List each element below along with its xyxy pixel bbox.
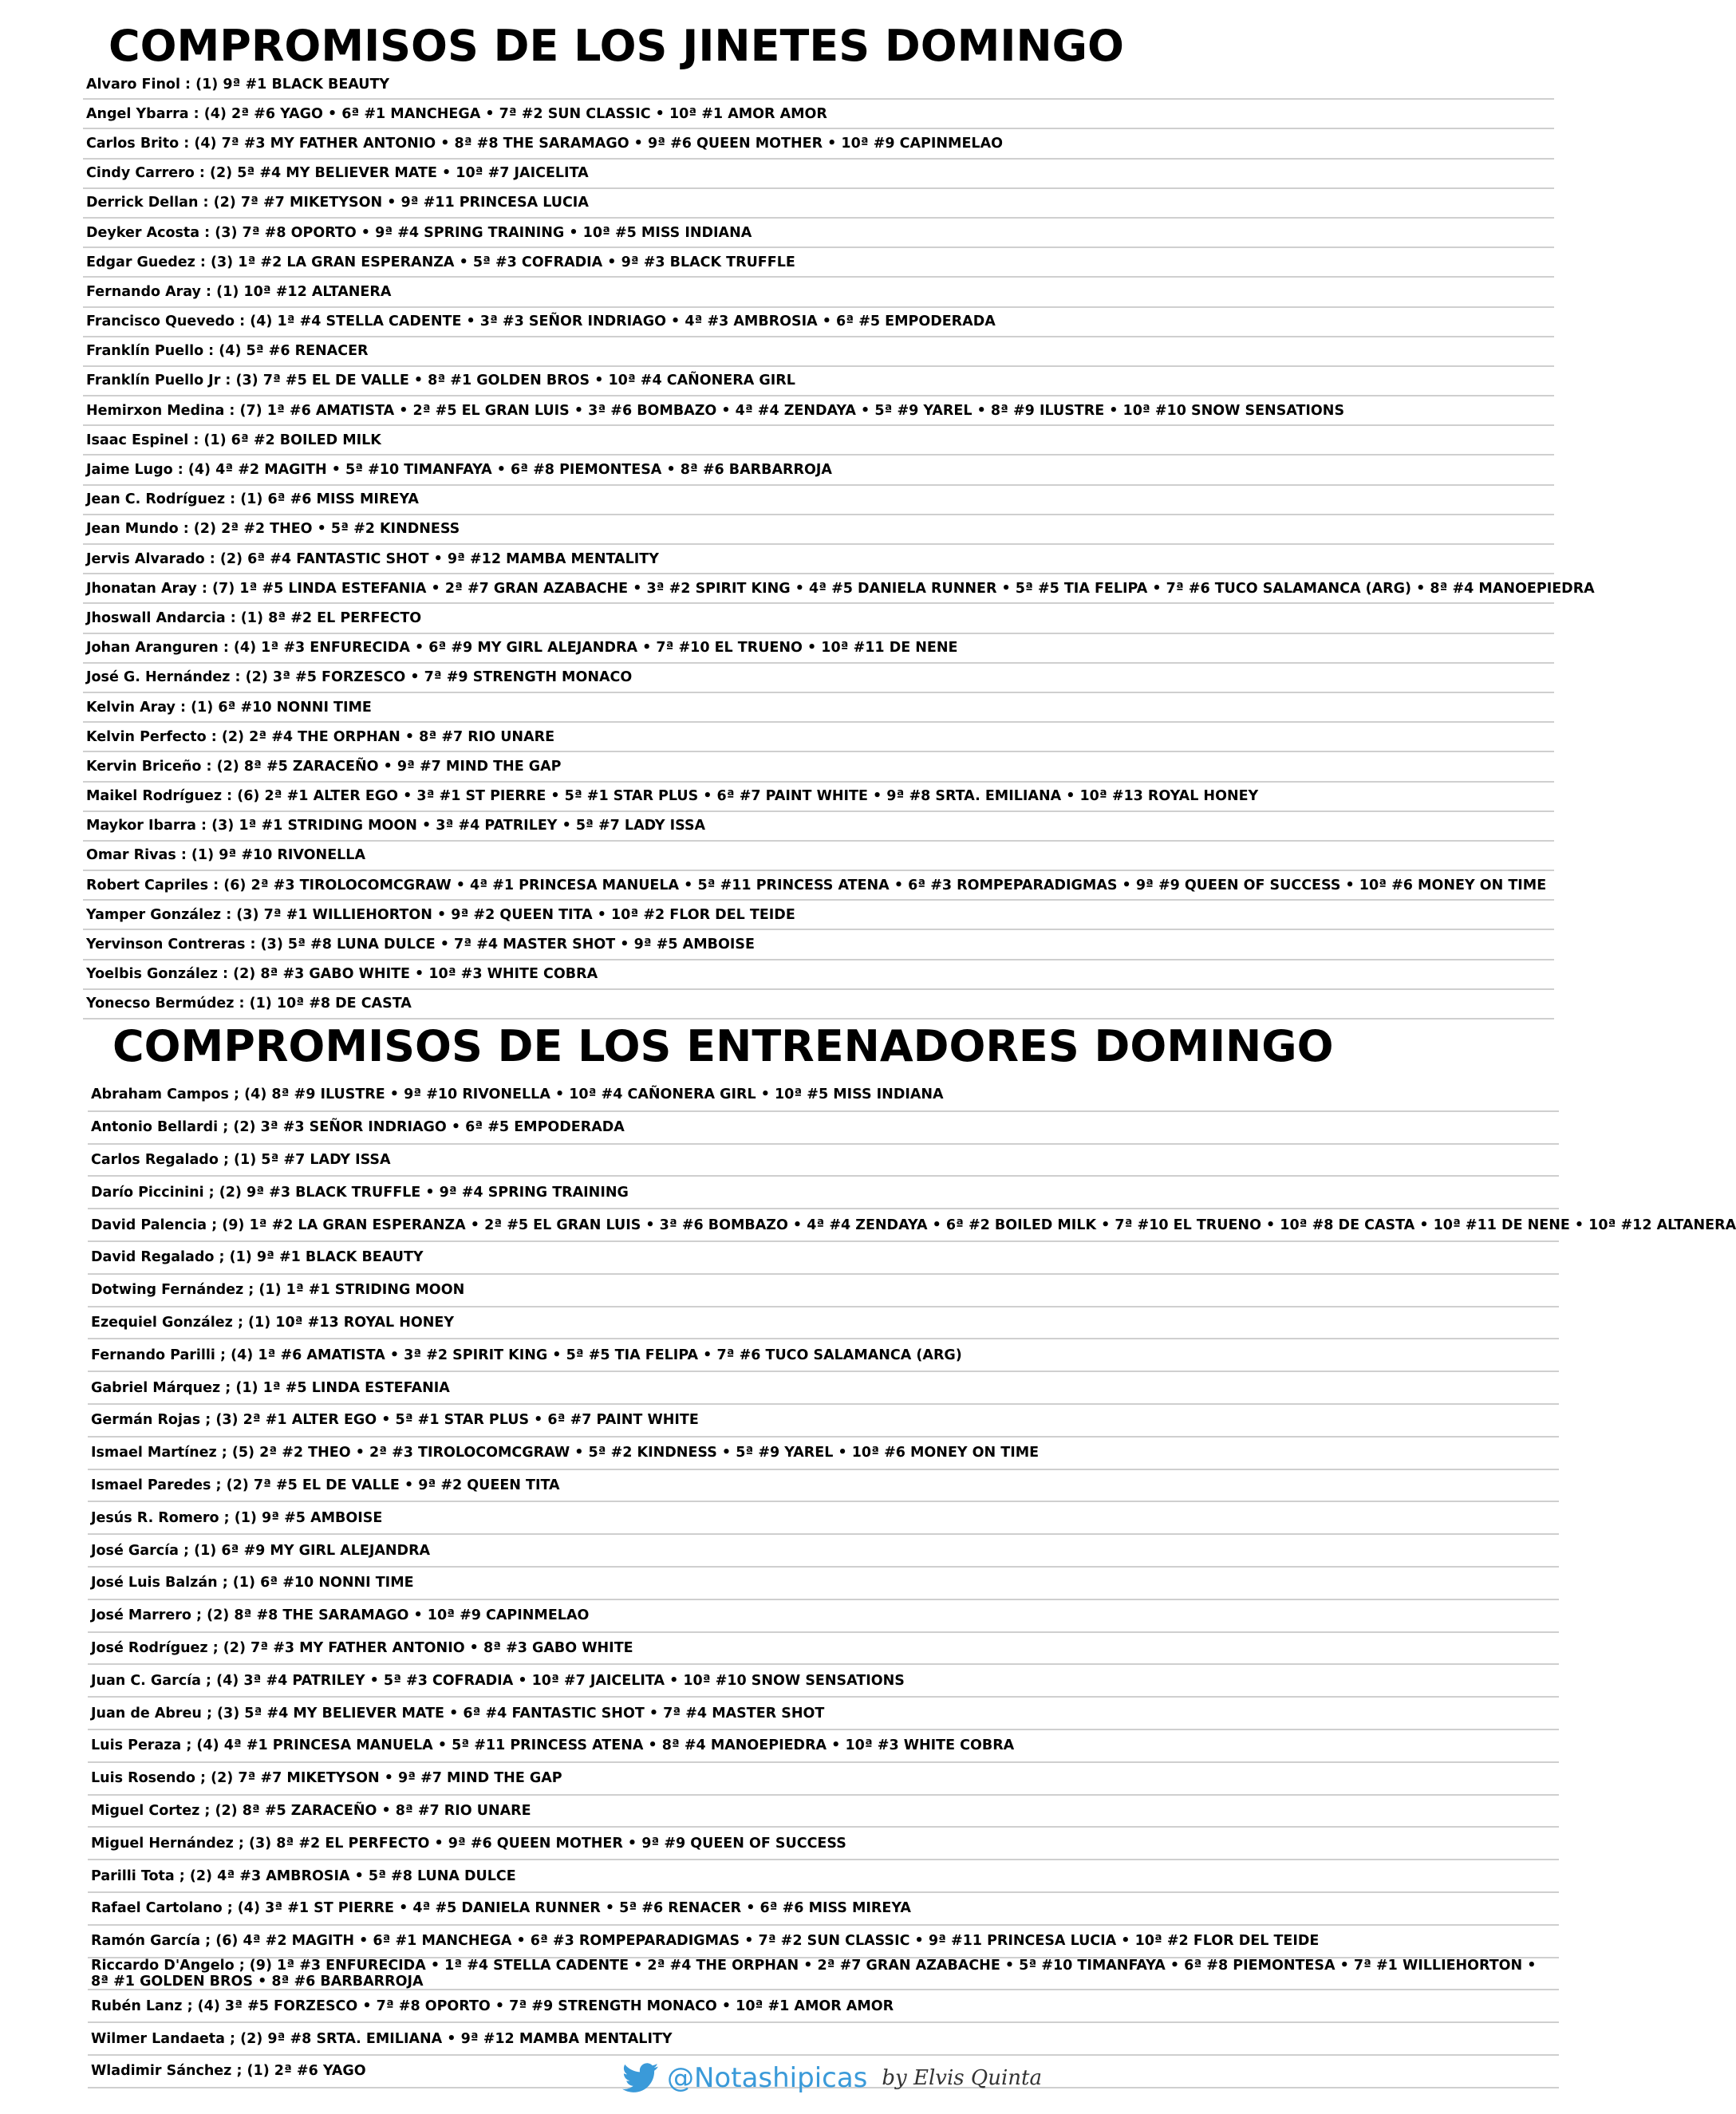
entrenadores-row: David Regalado ; (1) 9ª #1 BLACK BEAUTY bbox=[88, 1242, 1559, 1275]
entrenadores-row: Wilmer Landaeta ; (2) 9ª #8 SRTA. EMILIANA • 9ª #12 MAMBA MENTALITY bbox=[88, 2023, 1559, 2056]
entrenadores-row: Luis Peraza ; (4) 4ª #1 PRINCESA MANUELA • 5ª #11 PRINCESS ATENA • 8ª #4 MANOEPIEDRA • 10ª #3 WHITE COBRA bbox=[88, 1730, 1559, 1763]
entrenadores-row: Rubén Lanz ; (4) 3ª #5 FORZESCO • 7ª #8 OPORTO • 7ª #9 STRENGTH MONACO • 10ª #1 AMOR AMOR bbox=[88, 1990, 1559, 2023]
jinetes-row: Kelvin Aray : (1) 6ª #10 NONNI TIME bbox=[83, 693, 1554, 723]
jinetes-row: Kervin Briceño : (2) 8ª #5 ZARACEÑO • 9ª #7 MIND THE GAP bbox=[83, 752, 1554, 782]
jinetes-row: Jean Mundo : (2) 2ª #2 THEO • 5ª #2 KINDNESS bbox=[83, 515, 1554, 545]
entrenadores-row: Abraham Campos ; (4) 8ª #9 ILUSTRE • 9ª #10 RIVONELLA • 10ª #4 CAÑONERA GIRL • 10ª #5 MISS INDIANA bbox=[88, 1079, 1559, 1112]
entrenadores-row: Germán Rojas ; (3) 2ª #1 ALTER EGO • 5ª #1 STAR PLUS • 6ª #7 PAINT WHITE bbox=[88, 1405, 1559, 1438]
section-title-jinetes: COMPROMISOS DE LOS JINETES DOMINGO bbox=[108, 21, 1124, 71]
jinetes-row: Francisco Quevedo : (4) 1ª #4 STELLA CADENTE • 3ª #3 SEÑOR INDRIAGO • 4ª #3 AMBROSIA • 6ª #5 EMPODERADA bbox=[83, 308, 1554, 337]
footer-credit bbox=[622, 2062, 1042, 2094]
jinetes-row: Johan Aranguren : (4) 1ª #3 ENFURECIDA • 6ª #9 MY GIRL ALEJANDRA • 7ª #10 EL TRUENO • 10ª #11 DE NENE bbox=[83, 634, 1554, 664]
entrenadores-row: Darío Piccinini ; (2) 9ª #3 BLACK TRUFFLE • 9ª #4 SPRING TRAINING bbox=[88, 1177, 1559, 1209]
jinetes-row: Carlos Brito : (4) 7ª #3 MY FATHER ANTONIO • 8ª #8 THE SARAMAGO • 9ª #6 QUEEN MOTHER • 10ª #9 CAPINMELAO bbox=[83, 129, 1554, 159]
jinetes-list bbox=[83, 70, 1595, 1020]
entrenadores-row: Antonio Bellardi ; (2) 3ª #3 SEÑOR INDRIAGO • 6ª #5 EMPODERADA bbox=[88, 1112, 1559, 1145]
entrenadores-row: Miguel Hernández ; (3) 8ª #2 EL PERFECTO • 9ª #6 QUEEN MOTHER • 9ª #9 QUEEN OF SUCCESS bbox=[88, 1828, 1559, 1860]
section-title-entrenadores: COMPROMISOS DE LOS ENTRENADORES DOMINGO bbox=[112, 1021, 1334, 1071]
entrenadores-row: Wladimir Sánchez ; (1) 2ª #6 YAGO bbox=[88, 2056, 1559, 2088]
entrenadores-row: José Marrero ; (2) 8ª #8 THE SARAMAGO • 10ª #9 CAPINMELAO bbox=[88, 1600, 1559, 1633]
entrenadores-row: Rafael Cartolano ; (4) 3ª #1 ST PIERRE • 4ª #5 DANIELA RUNNER • 5ª #6 RENACER • 6ª #6 MISS MIREYA bbox=[88, 1893, 1559, 1926]
jinetes-row: Alvaro Finol : (1) 9ª #1 BLACK BEAUTY bbox=[83, 70, 1554, 100]
entrenadores-row: José Luis Balzán ; (1) 6ª #10 NONNI TIME bbox=[88, 1568, 1559, 1600]
twitter-handle[interactable]: @Notashipicas bbox=[667, 2062, 868, 2094]
jinetes-row: Kelvin Perfecto : (2) 2ª #4 THE ORPHAN • 8ª #7 RIO UNARE bbox=[83, 723, 1554, 752]
entrenadores-row: Ismael Martínez ; (5) 2ª #2 THEO • 2ª #3 TIROLOCOMCGRAW • 5ª #2 KINDNESS • 5ª #9 YAREL • 10ª #6 MONEY ON TIME bbox=[88, 1438, 1559, 1470]
jinetes-row: Yervinson Contreras : (3) 5ª #8 LUNA DULCE • 7ª #4 MASTER SHOT • 9ª #5 AMBOISE bbox=[83, 930, 1554, 960]
entrenadores-row: Ismael Paredes ; (2) 7ª #5 EL DE VALLE • 9ª #2 QUEEN TITA bbox=[88, 1470, 1559, 1503]
entrenadores-row: Jesús R. Romero ; (1) 9ª #5 AMBOISE bbox=[88, 1502, 1559, 1535]
entrenadores-row: Juan de Abreu ; (3) 5ª #4 MY BELIEVER MATE • 6ª #4 FANTASTIC SHOT • 7ª #4 MASTER SHOT bbox=[88, 1698, 1559, 1730]
jinetes-row: Jean C. Rodríguez : (1) 6ª #6 MISS MIREYA bbox=[83, 486, 1554, 515]
jinetes-row: Fernando Aray : (1) 10ª #12 ALTANERA bbox=[83, 278, 1554, 307]
jinetes-row: José G. Hernández : (2) 3ª #5 FORZESCO • 7ª #9 STRENGTH MONACO bbox=[83, 664, 1554, 693]
entrenadores-row: Ezequiel González ; (1) 10ª #13 ROYAL HONEY bbox=[88, 1307, 1559, 1340]
jinetes-row: Hemirxon Medina : (7) 1ª #6 AMATISTA • 2ª #5 EL GRAN LUIS • 3ª #6 BOMBAZO • 4ª #4 ZENDAYA • 5ª #9 YAREL • 8ª #9 ILUSTRE • 10ª #10 SNOW SENSATIONS bbox=[83, 396, 1554, 426]
jinetes-row: Yoelbis González : (2) 8ª #3 GABO WHITE • 10ª #3 WHITE COBRA bbox=[83, 960, 1554, 990]
entrenadores-row: José Rodríguez ; (2) 7ª #3 MY FATHER ANTONIO • 8ª #3 GABO WHITE bbox=[88, 1633, 1559, 1666]
entrenadores-row: Gabriel Márquez ; (1) 1ª #5 LINDA ESTEFANIA bbox=[88, 1372, 1559, 1405]
entrenadores-row: Parilli Tota ; (2) 4ª #3 AMBROSIA • 5ª #8 LUNA DULCE bbox=[88, 1860, 1559, 1893]
entrenadores-row: Riccardo D'Angelo ; (9) 1ª #3 ENFURECIDA • 1ª #4 STELLA CADENTE • 2ª #4 THE ORPHAN • 2ª #7 GRAN AZABACHE • 5ª #10 TIMANFAYA • 6ª #8 PIEMONTESA • 7ª #1 WILLIEHORTON • 8ª #1 GOLDEN BROS • 8ª #6 BARBARROJA bbox=[88, 1958, 1559, 1991]
entrenadores-row: José García ; (1) 6ª #9 MY GIRL ALEJANDRA bbox=[88, 1535, 1559, 1568]
jinetes-row: Jaime Lugo : (4) 4ª #2 MAGITH • 5ª #10 TIMANFAYA • 6ª #8 PIEMONTESA • 8ª #6 BARBARROJA bbox=[83, 456, 1554, 485]
jinetes-row: Edgar Guedez : (3) 1ª #2 LA GRAN ESPERANZA • 5ª #3 COFRADIA • 9ª #3 BLACK TRUFFLE bbox=[83, 248, 1554, 278]
jinetes-row: Maykor Ibarra : (3) 1ª #1 STRIDING MOON • 3ª #4 PATRILEY • 5ª #7 LADY ISSA bbox=[83, 812, 1554, 842]
jinetes-row: Jervis Alvarado : (2) 6ª #4 FANTASTIC SHOT • 9ª #12 MAMBA MENTALITY bbox=[83, 545, 1554, 574]
author-byline: by Elvis Quinta bbox=[882, 2066, 1042, 2090]
jinetes-row: Maikel Rodríguez : (6) 2ª #1 ALTER EGO • 3ª #1 ST PIERRE • 5ª #1 STAR PLUS • 6ª #7 PAINT WHITE • 9ª #8 SRTA. EMILIANA • 10ª #13 ROYAL HONEY bbox=[83, 783, 1554, 812]
jinetes-row: Omar Rivas : (1) 9ª #10 RIVONELLA bbox=[83, 842, 1554, 871]
entrenadores-row: Miguel Cortez ; (2) 8ª #5 ZARACEÑO • 8ª #7 RIO UNARE bbox=[88, 1796, 1559, 1828]
jinetes-row: Jhoswall Andarcia : (1) 8ª #2 EL PERFECTO bbox=[83, 604, 1554, 633]
jinetes-row: Cindy Carrero : (2) 5ª #4 MY BELIEVER MATE • 10ª #7 JAICELITA bbox=[83, 160, 1554, 189]
jinetes-row: Isaac Espinel : (1) 6ª #2 BOILED MILK bbox=[83, 426, 1554, 456]
jinetes-row: Angel Ybarra : (4) 2ª #6 YAGO • 6ª #1 MANCHEGA • 7ª #2 SUN CLASSIC • 10ª #1 AMOR AMOR bbox=[83, 100, 1554, 129]
entrenadores-list bbox=[88, 1079, 1736, 2088]
entrenadores-row: Fernando Parilli ; (4) 1ª #6 AMATISTA • 3ª #2 SPIRIT KING • 5ª #5 TIA FELIPA • 7ª #6 TUCO SALAMANCA (ARG) bbox=[88, 1339, 1559, 1372]
jinetes-row: Yonecso Bermúdez : (1) 10ª #8 DE CASTA bbox=[83, 990, 1554, 1020]
jinetes-row: Yamper González : (3) 7ª #1 WILLIEHORTON • 9ª #2 QUEEN TITA • 10ª #2 FLOR DEL TEIDE bbox=[83, 901, 1554, 930]
twitter-bird-icon bbox=[622, 2063, 659, 2093]
entrenadores-row: Ramón García ; (6) 4ª #2 MAGITH • 6ª #1 MANCHEGA • 6ª #3 ROMPEPARADIGMAS • 7ª #2 SUN CLASSIC • 9ª #11 PRINCESA LUCIA • 10ª #2 FLOR DEL TEIDE bbox=[88, 1926, 1559, 1958]
entrenadores-row: David Palencia ; (9) 1ª #2 LA GRAN ESPERANZA • 2ª #5 EL GRAN LUIS • 3ª #6 BOMBAZO • 4ª #4 ZENDAYA • 6ª #2 BOILED MILK • 7ª #10 EL TRUENO • 10ª #8 DE CASTA • 10ª #11 DE NENE • 10ª #12 ALTANERA bbox=[88, 1209, 1559, 1242]
jinetes-row: Franklín Puello : (4) 5ª #6 RENACER bbox=[83, 337, 1554, 367]
jinetes-row: Derrick Dellan : (2) 7ª #7 MIKETYSON • 9ª #11 PRINCESA LUCIA bbox=[83, 189, 1554, 219]
jinetes-row: Franklín Puello Jr : (3) 7ª #5 EL DE VALLE • 8ª #1 GOLDEN BROS • 10ª #4 CAÑONERA GIRL bbox=[83, 367, 1554, 396]
jinetes-row: Deyker Acosta : (3) 7ª #8 OPORTO • 9ª #4 SPRING TRAINING • 10ª #5 MISS INDIANA bbox=[83, 219, 1554, 248]
entrenadores-row: Luis Rosendo ; (2) 7ª #7 MIKETYSON • 9ª #7 MIND THE GAP bbox=[88, 1763, 1559, 1796]
entrenadores-row: Dotwing Fernández ; (1) 1ª #1 STRIDING MOON bbox=[88, 1275, 1559, 1307]
entrenadores-row: Juan C. García ; (4) 3ª #4 PATRILEY • 5ª #3 COFRADIA • 10ª #7 JAICELITA • 10ª #10 SNOW SENSATIONS bbox=[88, 1665, 1559, 1698]
entrenadores-row: Carlos Regalado ; (1) 5ª #7 LADY ISSA bbox=[88, 1145, 1559, 1177]
jinetes-row: Jhonatan Aray : (7) 1ª #5 LINDA ESTEFANIA • 2ª #7 GRAN AZABACHE • 3ª #2 SPIRIT KING • 4ª #5 DANIELA RUNNER • 5ª #5 TIA FELIPA • 7ª #6 TUCO SALAMANCA (ARG) • 8ª #4 MANOEPIEDRA bbox=[83, 574, 1554, 604]
jinetes-row: Robert Capriles : (6) 2ª #3 TIROLOCOMCGRAW • 4ª #1 PRINCESA MANUELA • 5ª #11 PRINCESS ATENA • 6ª #3 ROMPEPARADIGMAS • 9ª #9 QUEEN OF SUCCESS • 10ª #6 MONEY ON TIME bbox=[83, 871, 1554, 901]
